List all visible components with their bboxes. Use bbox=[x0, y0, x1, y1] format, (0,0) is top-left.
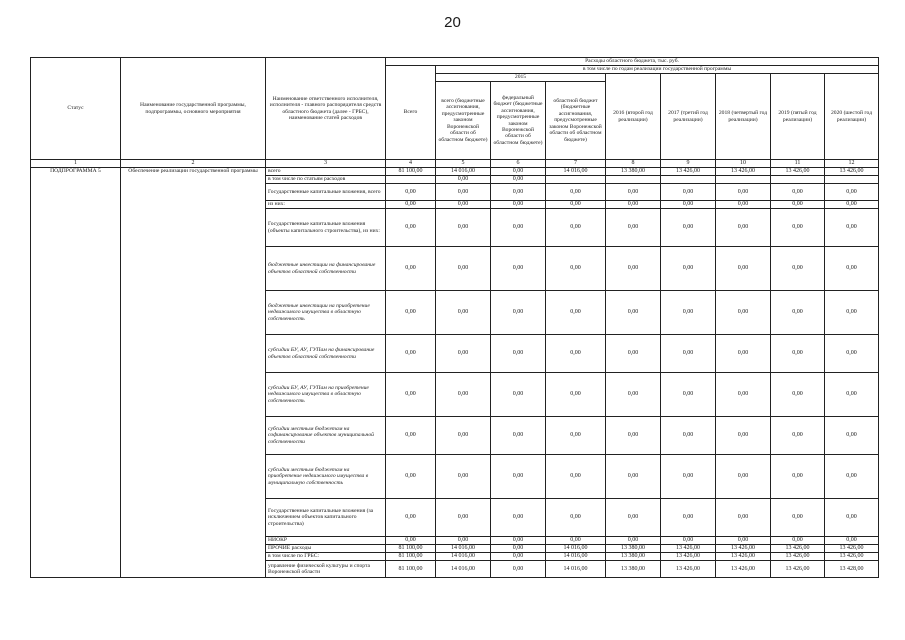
value-cell: 0,00 bbox=[491, 184, 546, 201]
value-cell: 0,00 bbox=[606, 335, 661, 373]
value-cell: 13 380,00 bbox=[606, 545, 661, 553]
value-cell: 13 426,00 bbox=[825, 168, 879, 176]
value-cell: 0,00 bbox=[491, 553, 546, 561]
column-number: 12 bbox=[825, 160, 879, 168]
expense-item-label: из них: bbox=[266, 201, 386, 209]
budget-table bbox=[30, 57, 879, 578]
value-cell: 0,00 bbox=[436, 455, 491, 499]
header-2015-regional: областной бюджет (бюджетные ассигнования, предусмотренные законом Воронежской области об областном бюджете) bbox=[546, 82, 606, 160]
value-cell: 0,00 bbox=[436, 417, 491, 455]
value-cell: 13 426,00 bbox=[716, 545, 771, 553]
value-cell: 0,00 bbox=[771, 455, 825, 499]
value-cell: 13 426,00 bbox=[661, 545, 716, 553]
value-cell: 13 426,00 bbox=[771, 545, 825, 553]
value-cell: 0,00 bbox=[546, 291, 606, 335]
value-cell: 0,00 bbox=[716, 417, 771, 455]
value-cell: 0,00 bbox=[825, 373, 879, 417]
value-cell: 0,00 bbox=[386, 499, 436, 537]
expense-item-label: Государственные капитальные вложения (за исключением объектов капитального строительства) bbox=[266, 499, 386, 537]
value-cell: 0,00 bbox=[771, 291, 825, 335]
column-number: 9 bbox=[661, 160, 716, 168]
value-cell: 0,00 bbox=[386, 291, 436, 335]
value-cell: 0,00 bbox=[716, 373, 771, 417]
column-number: 11 bbox=[771, 160, 825, 168]
value-cell: 14 016,00 bbox=[436, 561, 491, 578]
value-cell: 81 100,00 bbox=[386, 553, 436, 561]
column-number: 2 bbox=[121, 160, 266, 168]
value-cell: 0,00 bbox=[771, 209, 825, 247]
value-cell: 14 016,00 bbox=[546, 561, 606, 578]
value-cell: 0,00 bbox=[606, 201, 661, 209]
value-cell: 0,00 bbox=[771, 184, 825, 201]
value-cell: 0,00 bbox=[386, 537, 436, 545]
value-cell: 0,00 bbox=[771, 373, 825, 417]
value-cell: 0,00 bbox=[661, 417, 716, 455]
value-cell: 13 426,00 bbox=[661, 561, 716, 578]
value-cell: 13 426,00 bbox=[771, 168, 825, 176]
value-cell: 0,00 bbox=[606, 291, 661, 335]
expense-item-label: субсидии местным бюджетам на приобретение недвижимого имущества в муниципальную собственность bbox=[266, 455, 386, 499]
column-number: 10 bbox=[716, 160, 771, 168]
value-cell bbox=[716, 176, 771, 184]
column-number: 5 bbox=[436, 160, 491, 168]
value-cell: 0,00 bbox=[606, 455, 661, 499]
value-cell: 0,00 bbox=[771, 201, 825, 209]
value-cell: 0,00 bbox=[491, 373, 546, 417]
value-cell: 0,00 bbox=[491, 201, 546, 209]
value-cell: 0,00 bbox=[386, 373, 436, 417]
value-cell: 0,00 bbox=[386, 184, 436, 201]
value-cell: 13 426,00 bbox=[716, 561, 771, 578]
header-2017: 2017 (третий год реализации) bbox=[661, 74, 716, 160]
value-cell: 0,00 bbox=[546, 417, 606, 455]
expense-item-label: бюджетные инвестиции на приобретение недвижимого имущества в областную собственность bbox=[266, 291, 386, 335]
value-cell: 0,00 bbox=[771, 499, 825, 537]
value-cell: 0,00 bbox=[436, 291, 491, 335]
value-cell: 0,00 bbox=[491, 499, 546, 537]
value-cell: 0,00 bbox=[716, 247, 771, 291]
value-cell: 14 016,00 bbox=[546, 545, 606, 553]
value-cell: 0,00 bbox=[661, 499, 716, 537]
value-cell: 0,00 bbox=[716, 499, 771, 537]
value-cell: 81 100,00 bbox=[386, 561, 436, 578]
expense-item-label: Государственные капитальные вложения (объекты капитального строительства), из них: bbox=[266, 209, 386, 247]
value-cell: 0,00 bbox=[771, 247, 825, 291]
value-cell: 13 426,00 bbox=[716, 168, 771, 176]
value-cell: 0,00 bbox=[825, 335, 879, 373]
value-cell: 0,00 bbox=[436, 176, 491, 184]
header-executor: Наименование ответственного исполнителя, исполнителя - главного распорядителя средств областного бюджета (далее - ГРБС), наименование статей расходов bbox=[266, 58, 386, 160]
value-cell: 0,00 bbox=[546, 209, 606, 247]
expense-item-label: всего bbox=[266, 168, 386, 176]
expense-item-label: ПРОЧИЕ расходы bbox=[266, 545, 386, 553]
value-cell: 0,00 bbox=[436, 335, 491, 373]
value-cell: 13 426,00 bbox=[716, 553, 771, 561]
header-2020: 2020 (шестой год реализации) bbox=[825, 74, 879, 160]
value-cell: 0,00 bbox=[825, 537, 879, 545]
value-cell: 0,00 bbox=[606, 537, 661, 545]
value-cell: 0,00 bbox=[825, 201, 879, 209]
value-cell: 0,00 bbox=[386, 455, 436, 499]
value-cell: 0,00 bbox=[491, 209, 546, 247]
column-number: 4 bbox=[386, 160, 436, 168]
value-cell: 0,00 bbox=[825, 291, 879, 335]
expense-item-label: управление физической культуры и спорта Воронежской области bbox=[266, 561, 386, 578]
value-cell: 0,00 bbox=[661, 335, 716, 373]
header-by-years: в том числе по годам реализации государственной программы bbox=[436, 66, 879, 74]
value-cell: 0,00 bbox=[491, 168, 546, 176]
header-total: Всего bbox=[386, 66, 436, 160]
header-year-2015: 2015 bbox=[436, 74, 606, 82]
value-cell bbox=[661, 176, 716, 184]
value-cell bbox=[771, 176, 825, 184]
value-cell: 0,00 bbox=[491, 247, 546, 291]
program-cell: Обеспечение реализации государственной программы bbox=[121, 168, 266, 578]
value-cell: 0,00 bbox=[661, 184, 716, 201]
value-cell: 0,00 bbox=[661, 373, 716, 417]
value-cell: 13 426,00 bbox=[771, 553, 825, 561]
value-cell: 0,00 bbox=[661, 537, 716, 545]
value-cell bbox=[825, 176, 879, 184]
value-cell: 0,00 bbox=[825, 247, 879, 291]
value-cell: 0,00 bbox=[606, 417, 661, 455]
header-2016: 2016 (второй год реализации) bbox=[606, 74, 661, 160]
expense-item-label: в том числе по статьям расходов bbox=[266, 176, 386, 184]
value-cell: 0,00 bbox=[491, 335, 546, 373]
value-cell: 0,00 bbox=[491, 545, 546, 553]
value-cell: 13 428,00 bbox=[825, 561, 879, 578]
value-cell: 13 426,00 bbox=[661, 553, 716, 561]
value-cell: 0,00 bbox=[771, 537, 825, 545]
value-cell: 0,00 bbox=[491, 417, 546, 455]
value-cell: 81 100,00 bbox=[386, 545, 436, 553]
value-cell: 14 016,00 bbox=[436, 553, 491, 561]
value-cell bbox=[606, 176, 661, 184]
value-cell: 0,00 bbox=[716, 291, 771, 335]
header-2015-all: всего (бюджетные ассигнования, предусмотренные законом Воронежской области об областном бюджете) bbox=[436, 82, 491, 160]
value-cell: 0,00 bbox=[546, 373, 606, 417]
column-number: 8 bbox=[606, 160, 661, 168]
value-cell: 13 426,00 bbox=[771, 561, 825, 578]
value-cell: 0,00 bbox=[546, 455, 606, 499]
value-cell: 0,00 bbox=[606, 184, 661, 201]
value-cell: 14 016,00 bbox=[546, 168, 606, 176]
value-cell: 0,00 bbox=[436, 247, 491, 291]
value-cell: 0,00 bbox=[716, 209, 771, 247]
expense-item-label: субсидии местным бюджетам на софинансирование объектов муниципальной собственности bbox=[266, 417, 386, 455]
expense-item-label: в том числе по ГРБС: bbox=[266, 553, 386, 561]
value-cell: 0,00 bbox=[546, 499, 606, 537]
value-cell: 0,00 bbox=[825, 417, 879, 455]
column-number: 6 bbox=[491, 160, 546, 168]
column-number: 3 bbox=[266, 160, 386, 168]
value-cell: 0,00 bbox=[661, 247, 716, 291]
value-cell: 0,00 bbox=[386, 201, 436, 209]
value-cell: 0,00 bbox=[825, 499, 879, 537]
value-cell: 0,00 bbox=[491, 561, 546, 578]
page-number: 20 bbox=[444, 14, 461, 31]
value-cell: 0,00 bbox=[716, 455, 771, 499]
value-cell: 0,00 bbox=[546, 537, 606, 545]
value-cell: 0,00 bbox=[546, 184, 606, 201]
value-cell: 0,00 bbox=[491, 176, 546, 184]
value-cell: 13 426,00 bbox=[825, 553, 879, 561]
value-cell: 13 426,00 bbox=[825, 545, 879, 553]
expense-item-label: субсидии БУ, АУ, ГУПам на приобретение недвижимого имущества в областную собственность bbox=[266, 373, 386, 417]
column-number-row bbox=[31, 160, 879, 168]
value-cell: 0,00 bbox=[606, 209, 661, 247]
value-cell: 0,00 bbox=[491, 537, 546, 545]
value-cell: 0,00 bbox=[386, 417, 436, 455]
value-cell: 0,00 bbox=[825, 209, 879, 247]
value-cell: 0,00 bbox=[771, 417, 825, 455]
expense-item-label: НИОКР bbox=[266, 537, 386, 545]
value-cell: 0,00 bbox=[716, 537, 771, 545]
value-cell: 0,00 bbox=[716, 201, 771, 209]
value-cell: 0,00 bbox=[661, 291, 716, 335]
value-cell: 13 380,00 bbox=[606, 168, 661, 176]
value-cell: 0,00 bbox=[661, 455, 716, 499]
value-cell: 0,00 bbox=[491, 455, 546, 499]
value-cell: 14 016,00 bbox=[436, 168, 491, 176]
expense-item-label: субсидии БУ, АУ, ГУПам на финансирование объектов областной собственности bbox=[266, 335, 386, 373]
expense-item-label: бюджетные инвестиции на финансирование объектов областной собственности bbox=[266, 247, 386, 291]
value-cell: 0,00 bbox=[661, 209, 716, 247]
header-expenses: Расходы областного бюджета, тыс. руб. bbox=[386, 58, 879, 66]
value-cell: 14 016,00 bbox=[436, 545, 491, 553]
value-cell: 0,00 bbox=[771, 335, 825, 373]
value-cell: 0,00 bbox=[436, 373, 491, 417]
value-cell: 0,00 bbox=[546, 247, 606, 291]
value-cell: 0,00 bbox=[606, 499, 661, 537]
value-cell: 81 100,00 bbox=[386, 168, 436, 176]
value-cell: 0,00 bbox=[436, 201, 491, 209]
value-cell: 13 426,00 bbox=[661, 168, 716, 176]
value-cell: 13 380,00 bbox=[606, 561, 661, 578]
value-cell: 0,00 bbox=[825, 184, 879, 201]
value-cell: 0,00 bbox=[546, 201, 606, 209]
table-row bbox=[31, 168, 879, 176]
value-cell: 0,00 bbox=[386, 335, 436, 373]
value-cell bbox=[386, 176, 436, 184]
value-cell: 0,00 bbox=[716, 184, 771, 201]
column-number: 1 bbox=[31, 160, 121, 168]
value-cell: 0,00 bbox=[436, 499, 491, 537]
value-cell bbox=[546, 176, 606, 184]
expense-item-label: Государственные капитальные вложения, всего bbox=[266, 184, 386, 201]
value-cell: 0,00 bbox=[546, 335, 606, 373]
column-number: 7 bbox=[546, 160, 606, 168]
header-2019: 2019 (пятый год реализации) bbox=[771, 74, 825, 160]
value-cell: 0,00 bbox=[386, 247, 436, 291]
value-cell: 0,00 bbox=[606, 247, 661, 291]
value-cell: 13 380,00 bbox=[606, 553, 661, 561]
value-cell: 0,00 bbox=[661, 201, 716, 209]
value-cell: 0,00 bbox=[436, 209, 491, 247]
header-2015-federal: федеральный бюджет (бюджетные ассигнования, предусмотренные законом Воронежской области об областном бюджете) bbox=[491, 82, 546, 160]
header-status: Статус bbox=[31, 58, 121, 160]
value-cell: 0,00 bbox=[606, 373, 661, 417]
header-2018: 2018 (четвертый год реализации) bbox=[716, 74, 771, 160]
value-cell: 0,00 bbox=[825, 455, 879, 499]
status-cell: ПОДПРОГРАММА 5 bbox=[31, 168, 121, 578]
value-cell: 0,00 bbox=[491, 291, 546, 335]
header-program-name: Наименование государственной программы, подпрограммы, основного мероприятия bbox=[121, 58, 266, 160]
value-cell: 0,00 bbox=[436, 537, 491, 545]
value-cell: 0,00 bbox=[716, 335, 771, 373]
value-cell: 0,00 bbox=[436, 184, 491, 201]
value-cell: 14 016,00 bbox=[546, 553, 606, 561]
value-cell: 0,00 bbox=[386, 209, 436, 247]
